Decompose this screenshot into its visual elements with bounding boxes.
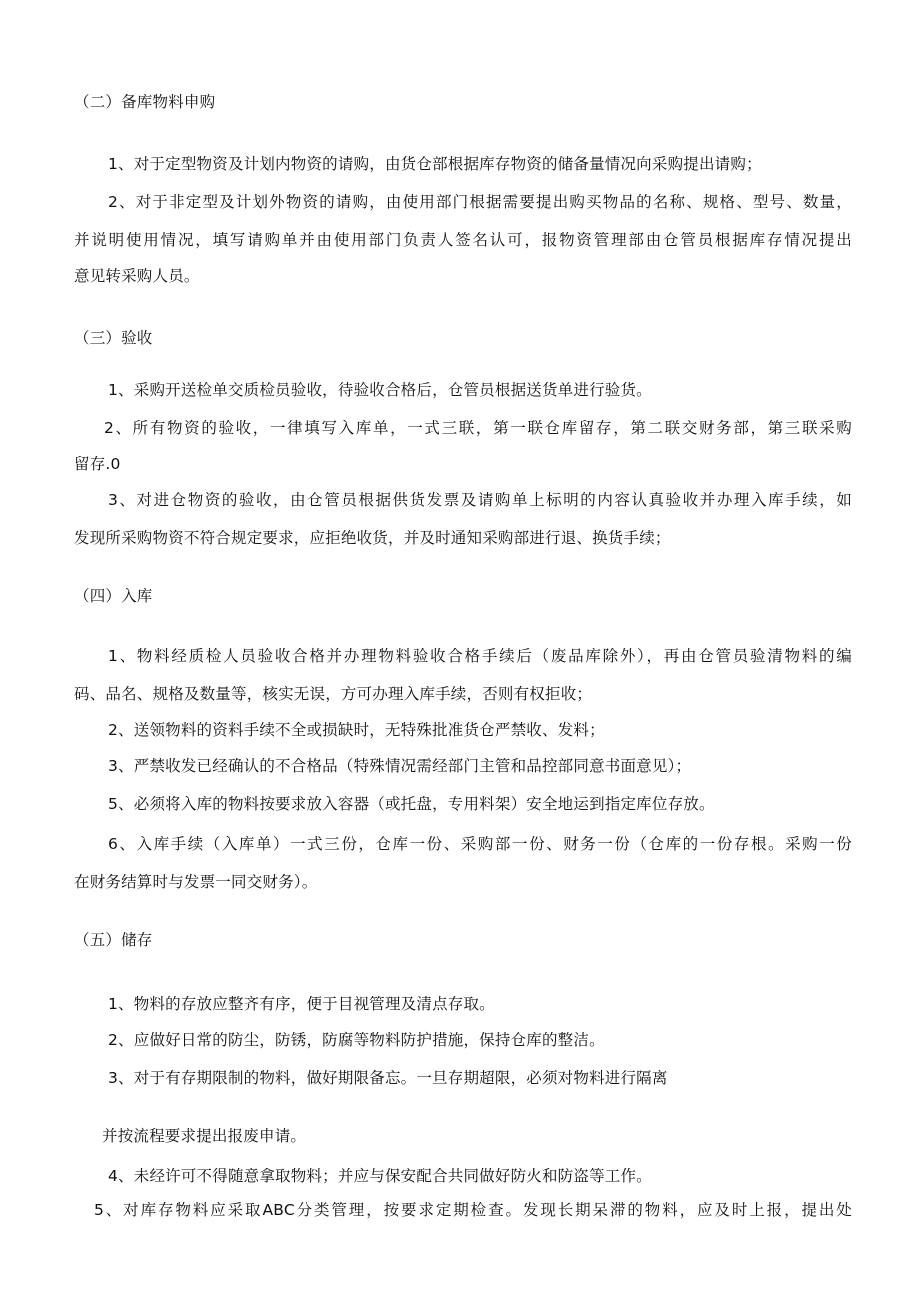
paragraph-line: 并按流程要求提出报废申请。 (102, 1127, 307, 1145)
paragraph-line: 2、所有物资的验收，一律填写入库单，一式三联，第一联仓库留存，第二联交财务部，第三联采购 (104, 419, 852, 437)
paragraph-line: 留存.0 (74, 455, 121, 473)
paragraph-line: 1、采购开送检单交质检员验收，待验收合格后，仓管员根据送货单进行验货。 (108, 381, 652, 399)
paragraph-line: 码、品名、规格及数量等，核实无误，方可办理入库手续，否则有权拒收； (74, 685, 593, 703)
paragraph-line: 并说明使用情况，填写请购单并由使用部门负责人签名认可，报物资管理部由仓管员根据库存情况提出 (74, 231, 852, 249)
paragraph-line: 4、未经许可不得随意拿取物料；并应与保安配合共同做好防火和防盗等工作。 (108, 1167, 652, 1185)
paragraph-line: 3、严禁收发已经确认的不合格品（特殊情况需经部门主管和品控部同意书面意见）； (108, 757, 692, 775)
section-heading-3: （三）验收 (74, 329, 153, 347)
paragraph-line: 3、对于有存期限制的物料，做好期限备忘。一旦存期超限，必须对物料进行隔离 (108, 1069, 668, 1087)
paragraph-line: 5、必须将入库的物料按要求放入容器（或托盘，专用料架）安全地运到指定库位存放。 (108, 795, 715, 813)
paragraph-line: 发现所采购物资不符合规定要求，应拒绝收货，并及时通知采购部进行退、换货手续； (74, 529, 671, 547)
paragraph-line: 3、对进仓物资的验收，由仓管员根据供货发票及请购单上标明的内容认真验收并办理入库手续，如 (108, 491, 852, 509)
paragraph-line: 1、对于定型物资及计划内物资的请购，由货仓部根据库存物资的储备量情况向采购提出请购； (108, 155, 762, 173)
paragraph-line: 2、送领物料的资料手续不全或损缺时，无特殊批准货仓严禁收、发料； (108, 721, 605, 739)
section-heading-2: （二）备库物料申购 (74, 93, 216, 111)
section-heading-4: （四）入库 (74, 587, 153, 605)
paragraph-line: 2、对于非定型及计划外物资的请购，由使用部门根据需要提出购买物品的名称、规格、型号、数量， (108, 193, 852, 211)
paragraph-line: 在财务结算时与发票一同交财务）。 (74, 873, 318, 891)
paragraph-line: 1、物料经质检人员验收合格并办理物料验收合格手续后（废品库除外），再由仓管员验清物料的编 (108, 647, 852, 665)
paragraph-line: 5、对库存物料应采取ABC分类管理，按要求定期检查。发现长期呆滞的物料，应及时上报，提出处 (94, 1201, 852, 1219)
section-heading-5: （五）储存 (74, 931, 153, 949)
paragraph-line: 意见转采购人员。 (74, 267, 200, 285)
paragraph-line: 1、物料的存放应整齐有序，便于目视管理及清点存取。 (108, 995, 495, 1013)
paragraph-line: 2、应做好日常的防尘，防锈，防腐等物料防护措施，保持仓库的整洁。 (108, 1031, 605, 1049)
paragraph-line: 6、入库手续（入库单）一式三份，仓库一份、采购部一份、财务一份（仓库的一份存根。采购一份 (108, 835, 852, 853)
